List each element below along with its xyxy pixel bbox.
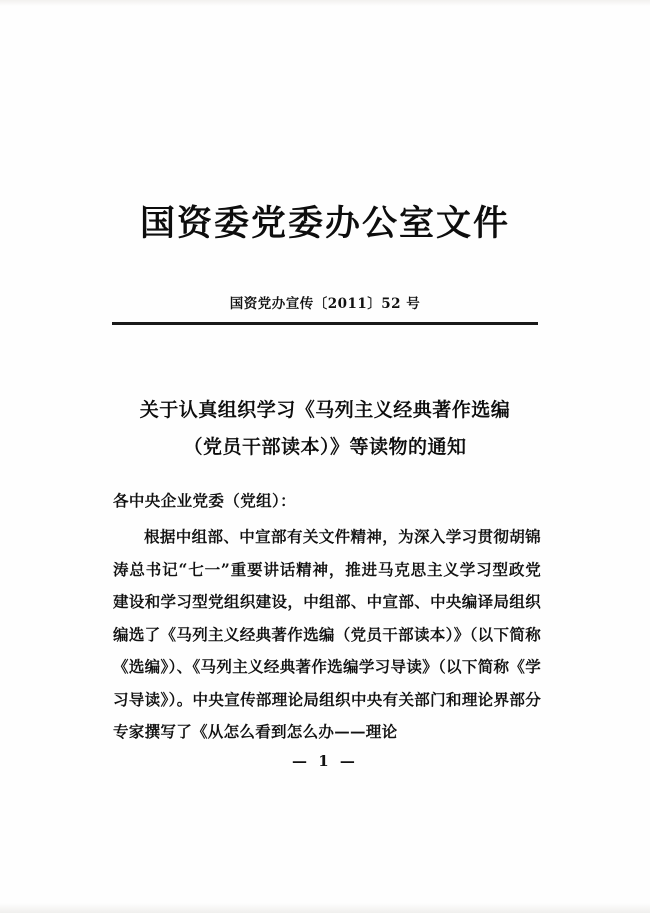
document-number: 国资党办宣传〔2011〕52 号 bbox=[229, 296, 421, 312]
scan-edge-bottom bbox=[0, 903, 650, 913]
page-title: 国资委党委办公室文件 bbox=[139, 203, 510, 244]
subject-line-1: 关于认真组织学习《马列主义经典著作选编 bbox=[139, 399, 511, 421]
header-divider-rule bbox=[112, 322, 538, 325]
body-paragraph: 根据中组部、中宣部有关文件精神，为深入学习贯彻胡锦涛总书记“七一”重要讲话精神，推进马克思主义学习型政党建设和学习型党组织建设，中组部、中宣部、中央编译局组织编选了《马列主义经典著作选编（党员干部读本）》（以下简称《选编》）、《马列主义经典著作选编学习导读》（以下简称《学习导读》）。中央宣传部理论局组织中央有关部门和理论界部分专家撰写了《从怎么看到怎么办——理论 bbox=[113, 527, 541, 741]
salutation: 各中央企业党委（党组）： bbox=[113, 491, 297, 510]
page-number: — 1 — bbox=[292, 752, 358, 770]
scan-edge-top bbox=[0, 0, 650, 6]
subject-line-2: （党员干部读本）》等读物的通知 bbox=[183, 436, 467, 458]
body-text bbox=[113, 521, 541, 749]
document-subject bbox=[90, 392, 560, 466]
